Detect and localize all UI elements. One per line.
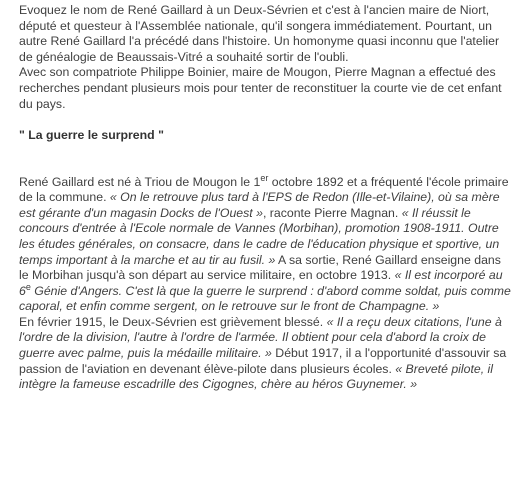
body-text: René Gaillard est né à Triou de Mougon le 1 [19,174,261,189]
ordinal-superscript: er [260,172,269,183]
spacer [19,112,511,128]
ordinal-superscript: e [25,281,31,292]
quote: « Il réussit le concours d'entrée à l'Ecole normale de Vannes (Morbihan), promotion 1908-1911. Outre les études générales, on consacre, dans le cadre de l'éducation physique et sportive, un temps important à la marche et au tir au fusil. » [19,205,500,267]
body-text: En février 1915, le Deux-Sévrien est grièvement blessé. [19,314,327,329]
quote: « Il est incorporé au 6 [19,268,503,298]
body-text: Début 1917, il a l'opportunité d'assouvir sa passion de l'aviation en devenant élève-pilote dans plusieurs écoles. [19,346,507,376]
body-text: , raconte Pierre Magnan. [262,205,402,220]
intro-text-1: Evoquez le nom de René Gaillard à un Deux-Sévrien et c'est à l'ancien maire de Niort, député et questeur à l'Assemblée nationale, qu'il songera immédiatement. Pourtant, un autre René Gaillard l'a précédé dans l'histoire. Un homonyme quasi inconnu que l'atelier de généalogie de Beaussais-Vitré a souhaité sortir de l'oubli. [19,3,500,64]
article [19,3,511,393]
quote: Génie d'Angers. C'est là que la guerre le surprend : d'abord comme soldat, puis comme caporal, et enfin comme sergent, on le retrouve sur le front de Champagne. » [19,283,511,314]
quote: « Il a reçu deux citations, l'une à l'ordre de la division, l'autre à l'ordre de l'armée. Il obtient pour cela d'abord la croix de guerre avec palme, puis la médaille militaire. » [19,314,502,361]
intro-paragraph [19,3,511,112]
body-text: octobre 1892 et a fréquenté l'école primaire de la commune. [19,174,509,205]
quote: « On le retrouve plus tard à l'EPS de Redon (Ille-et-Vilaine), où sa mère est gérante d'un magasin Docks de l'Ouest » [19,190,500,220]
body-text: A sa sortie, René Gaillard enseigne dans le Morbihan jusqu'à son départ au service militaire, en octobre 1913. [19,252,501,283]
spacer [19,143,511,159]
body-paragraph [19,172,511,393]
section-heading: " La guerre le surprend " [19,127,164,142]
quote: « Breveté pilote, il intègre la fameuse escadrille des Cigognes, chère au héros Guynemer. » [19,361,494,392]
intro-text-2: Avec son compatriote Philippe Boinier, maire de Mougon, Pierre Magnan a effectué des recherches pendant plusieurs mois pour tenter de reconstituer la courte vie de cet enfant du pays. [19,65,502,111]
